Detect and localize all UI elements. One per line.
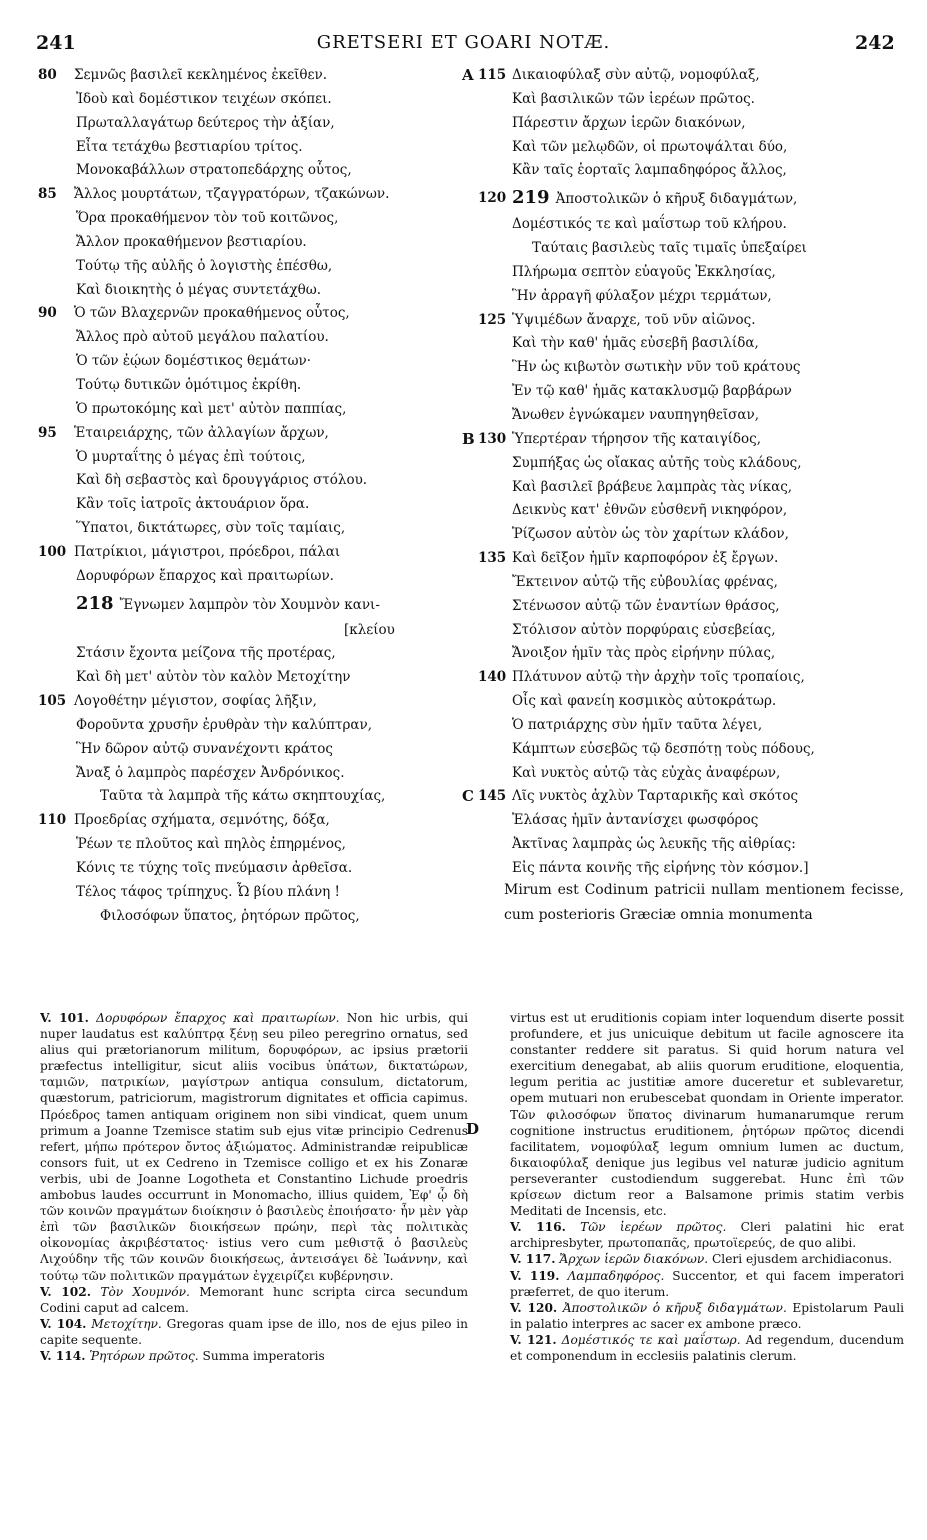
note-verse-ref: V. 104. (40, 1316, 87, 1331)
verse-line (38, 493, 458, 517)
note-quotation: Μετοχίτην. (91, 1316, 162, 1331)
verse-line (38, 857, 458, 881)
verse-line (468, 738, 908, 762)
verse-line (468, 666, 908, 690)
verse-words: Ῥέων τε πλοῦτος καὶ πηλὸς ἐπηρμένος, (76, 836, 346, 853)
note-verse-ref: V. 117. (510, 1252, 556, 1267)
verse-line (38, 422, 458, 446)
verse-text (512, 595, 780, 619)
verse-line (38, 762, 458, 786)
verse-line (38, 565, 458, 589)
verse-text (512, 213, 787, 237)
verse-number: 110 (38, 812, 67, 829)
note-quotation: Ῥητόρων πρῶτος. (89, 1348, 199, 1363)
verse-line (38, 136, 458, 160)
verse-text (512, 619, 776, 643)
verse-line (462, 64, 908, 88)
verse-text (74, 302, 350, 326)
verse-words: Λῖς νυκτὸς ἀχλὺν Ταρταρικῆς καὶ σκότος (512, 788, 799, 805)
note-body: Epistolarum Pauli in palatio interpres ac sacer ex ambone præco. (510, 1300, 904, 1331)
margin-letter: A (462, 66, 474, 84)
margin-letter-d: D (466, 1120, 480, 1138)
verse-text (76, 738, 333, 762)
verse-text (512, 88, 755, 112)
verse-text (74, 183, 389, 207)
verse-text (76, 350, 311, 374)
verse-text (76, 326, 329, 350)
verse-line (38, 350, 458, 374)
verse-line (38, 541, 458, 565)
verse-text (76, 833, 346, 857)
verse-line (468, 547, 908, 571)
verse-words: Σεμνῶς βασιλεῖ κεκλημένος ἐκεῖθεν. (74, 67, 327, 83)
note-quotation: Λαμπαδηφόρος. (567, 1268, 665, 1283)
note-paragraph (40, 1284, 468, 1316)
verse-number: 85 (38, 186, 57, 203)
verse-words: Καὶ νυκτὸς αὐτῷ τὰς εὐχὰς ἀναφέρων, (512, 764, 781, 781)
note-paragraph (510, 1251, 904, 1267)
verse-line (468, 213, 908, 237)
verse-line (38, 207, 458, 231)
verse-text (512, 285, 772, 309)
verse-text (74, 64, 327, 88)
verse-line (38, 88, 458, 112)
verse-words: Τούτῳ τῆς αὐλῆς ὁ λογιστὴς ἑπέσθω, (76, 257, 333, 274)
verse-words: Στάσιν ἔχοντα μείζονα τῆς προτέρας, (76, 645, 336, 662)
verse-words: Ταῦτα τὰ λαμπρὰ τῆς κάτω σκηπτουχίας, (100, 788, 386, 805)
verse-number: 145 (478, 788, 507, 805)
verse-words: Πλήρωμα σεπτὸν εὐαγοῦς Ἐκκλησίας, (512, 263, 776, 280)
verse-words: Τούτῳ δυτικῶν ὁμότιμος ἐκρίθη. (76, 376, 302, 393)
note-paragraph (510, 1300, 904, 1332)
verse-words: Λογοθέτην μέγιστον, σοφίας λῆξιν, (74, 693, 317, 710)
verse-words: Στόλισον αὐτὸν πορφύραις εὐσεβείας, (512, 621, 776, 638)
verse-line (468, 237, 908, 261)
note-verse-ref: V. 120. (510, 1300, 558, 1315)
notes-right-column (510, 1010, 904, 1364)
verse-line (38, 302, 458, 326)
verse-text (74, 422, 329, 446)
verse-words: Κόνις τε τύχης τοῖς πνεύμασιν ἀρθεῖσα. (76, 860, 353, 876)
verse-line (38, 279, 458, 303)
verse-words: Ἣν ἀρραγῆ φύλαξον μέχρι τερμάτων, (512, 287, 772, 304)
verse-words: Ἔκτεινον αὐτῷ τῆς εὐβουλίας φρένας, (512, 573, 778, 590)
verse-text (74, 541, 340, 565)
verse-line (38, 714, 458, 738)
margin-letter: C (462, 787, 474, 806)
verse-line (38, 905, 458, 929)
verse-words: Προεδρίας σχήματα, σεμνότης, δόξα, (74, 812, 330, 829)
verse-line (468, 642, 908, 666)
verse-line (38, 64, 458, 88)
verse-text (512, 64, 760, 88)
verse-words: Ἄναξ ὁ λαμπρὸς παρέσχεν Ἀνδρόνικος. (76, 764, 345, 781)
verse-line (468, 571, 908, 595)
verse-words: Καὶ βασιλικῶν τῶν ἱερέων πρῶτος. (512, 90, 755, 107)
verse-line (38, 690, 458, 714)
verse-text (512, 571, 778, 595)
verse-words: Πλάτυνον αὐτῷ τὴν ἀρχὴν τοῖς τροπαίοις, (512, 669, 805, 686)
verse-line (468, 136, 908, 160)
verse-line (468, 261, 908, 285)
verse-words: Ὑψιμέδων ἄναρχε, τοῦ νῦν αἰῶνος. (512, 311, 756, 328)
verse-words: Πατρίκιοι, μάγιστροι, πρόεδροι, πάλαι (74, 543, 341, 560)
verse-words: Εἰς πάντα κοινῆς τῆς εἰρήνης τὸν κόσμον.] (512, 860, 809, 876)
note-body: Cleri palatini hic erat archipresbyter, πρωτοπαπᾶς, πρωτοϊερεύς, de quo alibi. (510, 1220, 904, 1251)
verse-line (38, 785, 458, 809)
verse-text (76, 88, 332, 112)
verse-words: Ἄνοιξον ἡμῖν τὰς πρὸς εἰρήνην πύλας, (512, 645, 776, 662)
verse-number: 120 (478, 190, 507, 207)
verse-line (38, 881, 458, 905)
verse-text (74, 690, 317, 714)
verse-text (512, 666, 805, 690)
note-body: Succentor, et qui facem imperatori præferret, de quo iterum. (510, 1268, 905, 1299)
note-quotation: Τῶν ἱερέων πρῶτος. (580, 1220, 727, 1235)
note-verse-ref: V. 119. (510, 1268, 560, 1283)
verse-text (512, 642, 775, 666)
verse-text (512, 499, 787, 523)
verse-words: Ἣν δῶρον αὐτῷ συνανέχοντι κράτος (76, 740, 333, 757)
verse-text (512, 309, 756, 333)
verse-words: Κάμπτων εὐσεβῶς τῷ δεσπότῃ τοὺς πόδους, (512, 740, 815, 757)
note-body: Summa imperatoris (202, 1348, 325, 1363)
verse-text (512, 332, 759, 356)
verse-line (468, 356, 908, 380)
verse-line (468, 833, 908, 857)
verse-line (468, 183, 908, 213)
verse-words: Φοροῦντα χρυσῆν ἐρυθρὰν τὴν καλύπτραν, (76, 716, 373, 733)
verse-text (512, 714, 762, 738)
verse-line (468, 380, 908, 404)
verse-words: Ἄλλος πρὸ αὐτοῦ μεγάλου παλατίου. (76, 329, 329, 346)
verse-words: Φιλοσόφων ὕπατος, ῥητόρων πρῶτος, (100, 907, 360, 924)
notes-left-column (40, 1010, 468, 1364)
verse-words: Ἄνωθεν ἐγνώκαμεν ναυπηγηθεῖσαν, (512, 406, 759, 423)
verse-text (512, 428, 761, 452)
verse-words: Ἐλάσας ἡμῖν ἀντανίσχει φωσφόρος (512, 812, 759, 829)
verse-text (76, 642, 336, 666)
verse-text (76, 565, 334, 589)
verse-words: Δομέστικός τε καὶ μαΐστωρ τοῦ κλήρου. (512, 216, 787, 233)
verse-text (74, 809, 330, 833)
verse-line (468, 88, 908, 112)
verse-line (38, 255, 458, 279)
verse-line (38, 326, 458, 350)
verse-words: Ἀποστολικῶν ὁ κῆρυξ διδαγμάτων, (555, 191, 798, 208)
verse-text (76, 857, 352, 881)
verse-words: Μονοκαβάλλων στρατοπεδάρχης οὗτος, (76, 162, 352, 179)
verse-text (76, 374, 301, 398)
note-paragraph (510, 1219, 904, 1251)
verse-text (512, 785, 798, 809)
verse-words: Ἄλλον προκαθήμενον βεστιαρίου. (76, 233, 307, 250)
verse-words: Καὶ τὴν καθ' ἡμᾶς εὐσεβῆ βασιλίδα, (512, 335, 759, 352)
verse-words: Συμπήξας ὡς οἴακας αὐτῆς τοὺς κλάδους, (512, 454, 802, 471)
verse-words: Καὶ δεῖξον ἡμῖν καρποφόρον ἐξ ἔργων. (512, 550, 779, 567)
verse-words: [κλείου (344, 621, 395, 638)
verse-text (76, 469, 367, 493)
verse-words: Ὁ τῶν ἐῴων δομέστικος θεμάτων· (76, 353, 312, 370)
note-verse-ref: V. 101. (40, 1011, 89, 1025)
verse-text (512, 452, 802, 476)
verse-number: 135 (478, 550, 507, 567)
verse-words: Ὁ πατριάρχης σὺν ἡμῖν ταῦτα λέγει, (512, 716, 763, 733)
verse-text (76, 493, 309, 517)
verse-words: Ὑπερτέραν τήρησον τῆς καταιγίδος, (512, 430, 762, 447)
verse-words: Πάρεστιν ἄρχων ἱερῶν διακόνων, (512, 114, 746, 131)
verse-text (512, 547, 778, 571)
verse-line (468, 285, 908, 309)
running-title: GRETSERI ET GOARI NOTÆ. (316, 32, 611, 53)
verse-line (468, 112, 908, 136)
verse-words: Εἶτα τετάχθω βεστιαρίου τρίτος. (76, 138, 303, 155)
verse-words: Ἰδοὺ καὶ δομέστικον τειχέων σκόπει. (76, 90, 332, 107)
verse-words: Δικαιοφύλαξ σὺν αὐτῷ, νομοφύλαξ, (512, 67, 760, 83)
right-page-number: 242 (855, 32, 895, 54)
section-number: 218 (76, 592, 114, 614)
verse-line (38, 833, 458, 857)
verse-line (38, 809, 458, 833)
closing-remark: Mirum est Codinum patricii nullam mentionem fecisse, cum posterioris Græciæ omnia monumenta (504, 882, 904, 923)
verse-line (38, 398, 458, 422)
margin-letter: B (462, 429, 475, 448)
verse-line (38, 642, 458, 666)
note-paragraph (40, 1010, 468, 1284)
verse-text (512, 261, 776, 285)
verse-words: Ἔγνωμεν λαμπρὸν τὸν Χουμνὸν κανι- (119, 596, 380, 613)
verse-text (100, 905, 360, 929)
verse-words: Καὶ βασιλεῖ βράβευε λαμπρὰς τὰς νίκας, (512, 478, 793, 495)
verse-words: Καὶ διοικητὴς ὁ μέγας συντετάχθω. (76, 281, 322, 298)
note-quotation: Ἄρχων ἱερῶν διακόνων. (559, 1252, 709, 1267)
note-body: Non hic urbis, qui nuper laudatus est καλύπτρᾳ ξένῃ seu pileo peregrino ornatus, sed alius qui prætorianorum militum, δορυφόρων, ac ipsius prætorii præfectus intelligitur, sicut aliis vocibus ὑπάτων, δικτατώρων, ταμιῶν, πατρικίων, μαγίστρων antiqua consulum, dictatorum, quæstorum, patriciorum, magistrorum dignitates et officia capimus. Πρόεδρος tamen antiquam originem non sibi vindicat, quem unum primum a Joanne Tzemisce statim sub ejus vitæ principio Cedrenus refert, μήπω πρότερον ὄντος ἀξιώματος. Administrandæ reipublicæ consors fuit, ut ex Cedreno in Tzemisce colligo et ex his Zonaræ verbis, ubi de Joanne Logotheta et Constantino Lichude proedris ambobus laudes occurrunt in Monomacho, illius quidem, Ἐφ' ᾧ δὴ τῶν κοινῶν πραγμάτων διοίκησιν ὁ βασιλεὺς ἐποιήσατο· ἦν μὲν γὰρ ἐπὶ τῶν βασιλικῶν διοικήσεων πρώην, περὶ τὰς πολιτικὰς οἰκονομίας ἀκριβέστατος· istius vero cum μεθιστᾷ ὁ βασιλεὺς Λιχούδην τῆς τῶν κοινῶν διοικήσεως, ἀντεισάγει δὲ Ἰωάννην, καὶ τούτῳ τῶν πολιτικῶν πραγμάτων ἐγχειρίζει κυβέρνησιν. (40, 1011, 469, 1283)
note-paragraph (510, 1010, 904, 1219)
verse-number: 115 (478, 67, 507, 83)
verse-line (468, 523, 908, 547)
verse-words: Ὕπατοι, δικτάτωρες, σὺν τοῖς ταμίαις, (76, 520, 346, 537)
verse-line (462, 428, 908, 452)
verse-text (512, 690, 776, 714)
verse-text (76, 398, 346, 422)
verse-text (344, 619, 395, 643)
verse-text (512, 476, 792, 500)
verse-line (38, 619, 458, 643)
verse-words: Ἄλλος μουρτάτων, τζαγγρατόρων, τζακώνων. (74, 186, 390, 203)
section-number: 219 (512, 187, 550, 209)
verse-line (468, 476, 908, 500)
verse-line (468, 714, 908, 738)
verse-text (512, 738, 815, 762)
verse-line (38, 374, 458, 398)
note-verse-ref: V. 116. (510, 1220, 566, 1235)
verse-words: Δεικνὺς κατ' ἐθνῶν εὐσθενῆ νικηφόρον, (512, 502, 788, 519)
verse-number: 80 (38, 67, 57, 83)
verse-text (76, 589, 380, 620)
verse-text (512, 356, 800, 380)
verse-line (38, 112, 458, 136)
verse-words: Κἂν ταῖς ἑορταῖς λαμπαδηφόρος ἄλλος, (512, 162, 787, 179)
verse-line (462, 785, 908, 809)
verse-line (468, 762, 908, 786)
verse-line (38, 738, 458, 762)
verse-text (76, 255, 332, 279)
verse-words: Οἷς καὶ φανείη κοσμικὸς αὐτοκράτωρ. (512, 693, 777, 710)
verse-line (468, 159, 908, 183)
verse-words: Ἀκτῖνας λαμπρὰς ὡς λευκῆς τῆς αἰθρίας: (512, 836, 796, 853)
verse-number: 140 (478, 669, 507, 686)
verse-number: 95 (38, 424, 57, 441)
verse-text (512, 809, 758, 833)
verse-text (76, 159, 352, 183)
note-paragraph (40, 1316, 468, 1348)
verse-text (76, 207, 338, 231)
verse-line (38, 469, 458, 493)
verse-number: 125 (478, 311, 507, 328)
verse-words: Καὶ τῶν μελῳδῶν, οἱ πρωτοψάλται δύο, (512, 138, 788, 155)
verse-text (76, 881, 340, 905)
verse-text (76, 136, 303, 160)
verse-words: Τέλος τάφος τρίπηχυς. Ὦ βίου πλάνη ! (76, 883, 340, 900)
verse-text (512, 380, 792, 404)
verse-words: Ὁ μυρταΐτης ὁ μέγας ἐπὶ τούτοις, (76, 448, 306, 465)
verse-text (76, 279, 321, 303)
verse-text (100, 785, 385, 809)
verse-line (38, 231, 458, 255)
left-verse-column (38, 64, 458, 929)
note-body: Ad regendum, ducendum et componendum in ecclesiis palatinis clerum. (510, 1332, 904, 1363)
verse-text (76, 517, 345, 541)
verse-words: Καὶ δὴ μετ' αὐτὸν τὸν καλὸν Μετοχίτην (76, 669, 351, 686)
note-body: Cleri ejusdem archidiaconus. (711, 1252, 893, 1267)
verse-words: Ἑταιρειάρχης, τῶν ἀλλαγίων ἄρχων, (74, 424, 329, 441)
note-paragraph (510, 1268, 904, 1300)
verse-text (76, 446, 306, 470)
note-quotation: Ἀποστολικῶν ὁ κῆρυξ διδαγμάτων. (562, 1300, 787, 1315)
verse-line (38, 666, 458, 690)
verse-line (468, 404, 908, 428)
note-body: Gregoras quam ipse de illo, nos de ejus pileo in capite sequente. (40, 1316, 469, 1347)
note-verse-ref: V. 102. (40, 1284, 91, 1299)
verse-words: Ῥίζωσον αὐτὸν ὡς τὸν χαρίτων κλάδον, (512, 526, 789, 543)
note-paragraph (40, 1348, 468, 1364)
verse-line (468, 690, 908, 714)
note-body: Memorant hunc scripta circa secundum Codini caput ad calcem. (40, 1284, 469, 1315)
verse-text (512, 183, 797, 214)
note-verse-ref: V. 114. (40, 1348, 86, 1363)
verse-text (76, 714, 372, 738)
verse-text (512, 404, 759, 428)
verse-words: Ὁ τῶν Βλαχερνῶν προκαθήμενος οὗτος, (74, 305, 350, 322)
verse-text (76, 231, 307, 255)
verse-text (76, 762, 344, 786)
verse-words: Ὅρα προκαθήμενον τὸν τοῦ κοιτῶνος, (76, 210, 339, 227)
verse-number: 105 (38, 693, 67, 710)
verse-words: Ἣν ὡς κιβωτὸν σωτικὴν νῦν τοῦ κράτους (512, 359, 801, 376)
verse-words: Ἐν τῷ καθ' ἡμᾶς κατακλυσμῷ βαρβάρων (512, 383, 792, 400)
verse-number: 130 (478, 430, 507, 447)
right-verse-column (462, 64, 908, 881)
verse-line (38, 183, 458, 207)
verse-line (468, 595, 908, 619)
note-quotation: Τὸν Χουμνόν. (100, 1284, 190, 1299)
verse-line (38, 517, 458, 541)
verse-text (76, 666, 350, 690)
left-page-number: 241 (36, 32, 76, 54)
verse-text (512, 136, 787, 160)
verse-text (512, 523, 789, 547)
note-paragraph (510, 1332, 904, 1364)
verse-line (38, 589, 458, 619)
verse-line (468, 809, 908, 833)
verse-line (468, 309, 908, 333)
verse-words: Πρωταλλαγάτωρ δεύτερος τὴν ἀξίαν, (76, 114, 335, 131)
verse-number: 90 (38, 305, 57, 322)
verse-line (468, 452, 908, 476)
page-header (0, 28, 927, 58)
note-quotation: Δορυφόρων ἔπαρχος καὶ πραιτωρίων. (96, 1011, 340, 1025)
verse-line (38, 159, 458, 183)
verse-text (532, 237, 807, 261)
verse-number: 100 (38, 543, 67, 560)
verse-words: Καὶ δὴ σεβαστὸς καὶ δρουγγάριος στόλου. (76, 472, 368, 489)
verse-text (512, 833, 796, 857)
verse-text (512, 762, 780, 786)
note-body: virtus est ut eruditionis copiam inter loquendum diserte possit profundere, et jus unicuique debitum ut facile agnoscere ita constanter reddere sit paratus. Si quid horum natura vel exercitium denegabat, ab aliis quorum eruditione, eloquentia, legum peritia ac justitiæ amore duceretur et sublevaretur, opem mutuari non erubescebat quondam in Oriente imperator. Τῶν φιλοσόφων ὕπατος divinarum humanarumque rerum cognitione instructus eruditionem, ῥητόρων πρῶτος dicendi facilitatem, νομοφύλαξ legum omnium lumen ac ductum, δικαιοφύλαξ denique jus legibus vel naturæ judicio agnitum perseveranter custodiendum suggerebat. Hunc ἐπὶ τῶν κρίσεων dictum reor a Balsamone primis statim verbis Meditati de Incensis, etc. (510, 1011, 904, 1219)
verse-line (38, 446, 458, 470)
verse-text (76, 112, 335, 136)
note-quotation: Δομέστικός τε καὶ μαΐστωρ. (561, 1332, 741, 1347)
verse-words: Ὁ πρωτοκόμης καὶ μετ' αὐτὸν παππίας, (76, 400, 347, 417)
verse-words: Ταύταις βασιλεὺς ταῖς τιμαῖς ὑπεξαίρει (532, 240, 807, 257)
verse-words: Κἂν τοῖς ἰατροῖς ἀκτουάριον ὅρα. (76, 496, 310, 513)
verse-line (468, 619, 908, 643)
note-verse-ref: V. 121. (510, 1332, 557, 1347)
verse-words: Στένωσον αὐτῷ τῶν ἐναντίων θράσος, (512, 597, 780, 614)
verse-line (468, 499, 908, 523)
verse-words: Δορυφόρων ἔπαρχος καὶ πραιτωρίων. (76, 567, 334, 584)
verse-text (512, 112, 746, 136)
verse-line (468, 332, 908, 356)
verse-text (512, 159, 787, 183)
